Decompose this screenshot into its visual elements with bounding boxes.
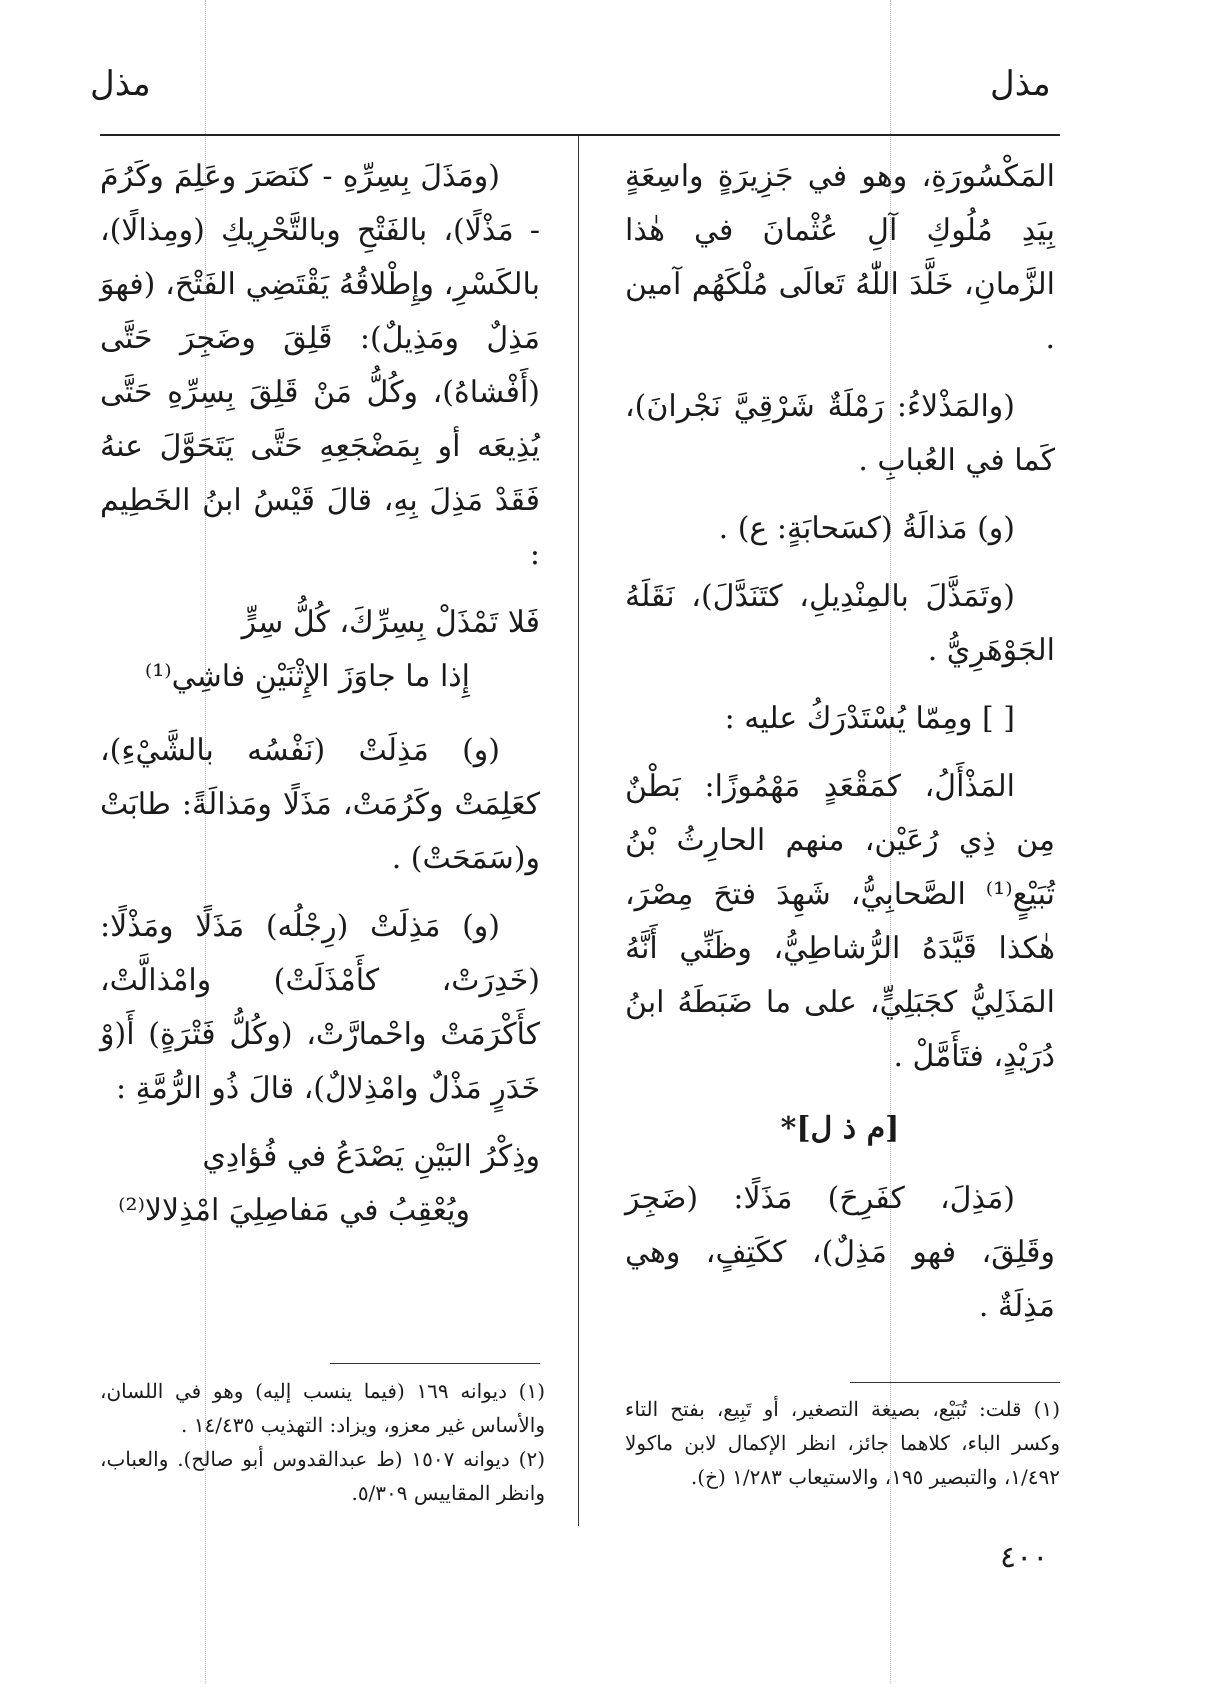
verse-line: وذِكْرُ البَيْنِ يَصْدَعُ في فُؤادِي <box>202 1139 540 1174</box>
entry-heading: [م ذ ل]* <box>780 1111 900 1146</box>
right-column <box>625 150 1055 1348</box>
footnotes-left <box>100 1374 545 1510</box>
left-column <box>100 150 540 1258</box>
paragraph: (و) مَذِلَتْ (رِجْلُه) مَذَلًا ومَذْلًا: (خَدِرَتْ، كأَمْذَلَتْ) وامْذالَّتْ، كأَكْرَمَتْ واحْمارَّتْ، (وكُلُّ فَتْرَةٍ) أَ(وْ خَدَرٍ مَذْلٌ وامْذِلالٌ)، قالَ ذُو الرُّمَّةِ : <box>100 909 540 1106</box>
verse-line: إِذا ما جاوَزَ الإِثْنَيْنِ فاشِي⁽¹⁾ <box>144 659 470 694</box>
footnote: (١) قلت: تُبَيْع، بصيغة التصغير، أو تَبِيع، بفتح التاء وكسر الباء، كلاهما جائز، انظر الإكمال لابن ماكولا ١/٤٩٢، والتبصير ١٩٥، والاستيعاب ١/٢٨٣ (خ). <box>625 1397 1060 1489</box>
paragraph: [ ] ومِمّا يُسْتَدْرَكُ عليه : <box>724 701 1015 736</box>
footnote-rule <box>850 1382 1060 1383</box>
running-header-left: مذل <box>90 64 151 104</box>
paragraph: (و) مَذِلَتْ (نَفْسُه بالشَّيْءِ)، كعَلِمَتْ وكَرُمَتْ، مَذَلًا ومَذالَةً: طابَتْ و(سَمَحَتْ) . <box>100 733 540 876</box>
paragraph: (وتَمَذَّلَ بالمِنْدِيلِ، كتَنَدَّلَ)، نَقَلَهُ الجَوْهَرِيُّ . <box>625 579 1055 668</box>
paragraph: المَذْأَلُ، كمَقْعَدٍ مَهْمُوزًا: بَطْنٌ مِن ذِي رُعَيْن، منهم الحارِثُ بْنُ تُبَيْعٍ⁽¹⁾ الصَّحابِيُّ، شَهِدَ فتحَ مِصْرَ، هٰكذا قَيَّدَهُ الرُّشاطِيُّ، وظَنِّي أَنَّهُ المَذَلِيُّ كجَبَلِيٍّ، على ما ضَبَطَهُ ابنُ دُرَيْدٍ، فتَأَمَّلْ . <box>625 769 1055 1074</box>
paragraph: (ومَذَلَ بِسِرِّهِ - كنَصَرَ وعَلِمَ وكَرُمَ - مَذْلًا)، بالفَتْحِ وبالتَّحْرِيكِ (ومِذالًا)، بالكَسْرِ، وإِطْلاقُهُ يَقْتَضِي الفَتْحَ، (فهوَ مَذِلٌ ومَذِيلٌ): قَلِقَ وضَجِرَ حَتَّى (أَفْشاهُ)، وكُلُّ مَنْ قَلِقَ بِسِرِّهِ حَتَّى يُذِيعَه أو بِمَضْجَعِهِ حَتَّى يَتَحَوَّلَ عنهُ فَقَدْ مَذِلَ بِهِ، قالَ قَيْسُ ابنُ الخَطِيم : <box>100 159 540 572</box>
header-rule <box>100 134 1060 136</box>
footnotes-right <box>625 1392 1060 1494</box>
paragraph: (والمَذْلاءُ: رَمْلَةٌ شَرْقِيَّ نَجْرانَ)، كَما في العُبابِ . <box>625 389 1055 478</box>
verse-line: ويُعْقِبُ في مَفاصِلِيَ امْذِلالا⁽²⁾ <box>118 1193 470 1228</box>
footnote: (٢) ديوانه ١٥٠٧ (ط عبدالقدوس أبو صالح). والعباب، وانظر المقاييس ٥/٣٠٩. <box>100 1447 545 1505</box>
footnote-rule <box>330 1363 540 1364</box>
paragraph: المَكْسُورَةِ، وهو في جَزِيرَةٍ واسِعَةٍ بِيَدِ مُلُوكِ آلِ عُثْمانَ في هٰذا الزَّمانِ، خَلَّدَ اللّٰهُ تَعالَى مُلْكَهُم آمين . <box>625 159 1055 356</box>
running-header-right: مذل <box>990 64 1051 104</box>
page-number: ٤٠٠ <box>1000 1540 1049 1575</box>
verse-line: فَلا تَمْذَلْ بِسِرِّكَ، كُلُّ سِرٍّ <box>241 605 540 640</box>
column-divider <box>578 136 579 1526</box>
paragraph: (مَذِلَ، كفَرِحَ) مَذَلًا: (ضَجِرَ وقَلِقَ، فهو مَذِلٌ)، ككَتِفٍ، وهي مَذِلَةٌ . <box>625 1181 1055 1324</box>
paragraph: (و) مَذالَةُ (كسَحابَةٍ: ع) . <box>718 511 1015 546</box>
footnote: (١) ديوانه ١٦٩ (فيما ينسب إليه) وهو في اللسان، والأساس غير معزو، ويزاد: التهذيب ١٤/٤٣٥ . <box>100 1379 546 1437</box>
